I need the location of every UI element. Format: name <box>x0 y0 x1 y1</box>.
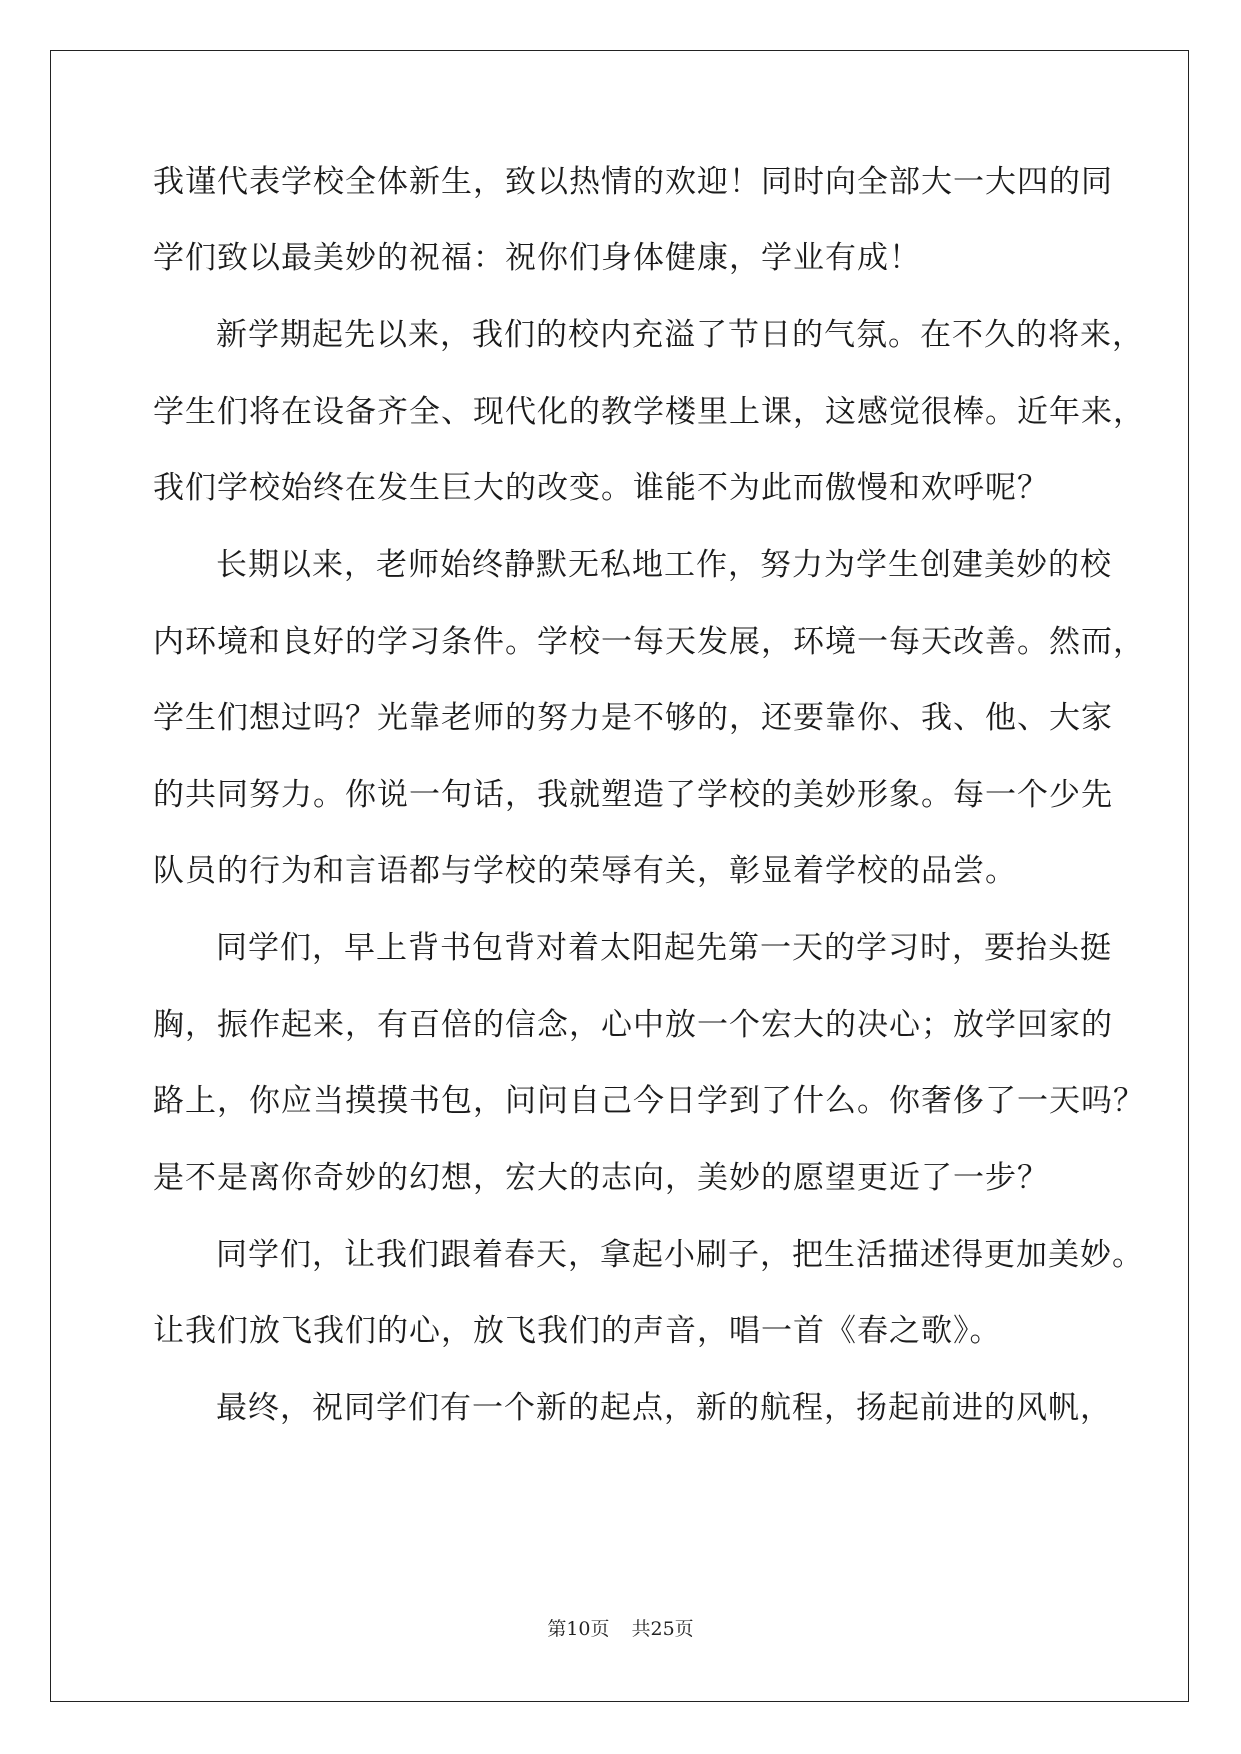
paragraph-first-line: 新学期起先以来，我们的校内充溢了节日的气氛。在不久的将来， <box>216 317 1144 353</box>
paragraph-first-line: 同学们，让我们跟着春天，拿起小刷子，把生活描述得更加美妙。 <box>216 1237 1144 1273</box>
text-line: 学生们将在设备齐全、现代化的教学楼里上课，这感觉很棒。近年来， <box>153 394 1145 430</box>
text-line: 的共同努力。你说一句话，我就塑造了学校的美妙形象。每一个少先 <box>153 777 1113 813</box>
text-line: 是不是离你奇妙的幻想，宏大的志向，美妙的愿望更近了一步？ <box>153 1160 1049 1196</box>
text-line: 队员的行为和言语都与学校的荣辱有关，彰显着学校的品尝。 <box>153 853 1017 889</box>
page-number-current: 第10页 <box>547 1618 610 1640</box>
paragraph-first-line: 长期以来，老师始终静默无私地工作，努力为学生创建美妙的校 <box>216 547 1112 583</box>
text-line: 我谨代表学校全体新生，致以热情的欢迎！同时向全部大一大四的同 <box>153 164 1113 200</box>
text-line: 路上，你应当摸摸书包，问问自己今日学到了什么。你奢侈了一天吗？ <box>153 1083 1145 1119</box>
paragraph-first-line: 同学们，早上背书包背对着太阳起先第一天的学习时，要抬头挺 <box>216 930 1112 966</box>
text-line: 我们学校始终在发生巨大的改变。谁能不为此而傲慢和欢呼呢？ <box>153 470 1049 506</box>
paragraph-first-line: 最终，祝同学们有一个新的起点，新的航程，扬起前进的风帆， <box>216 1390 1112 1426</box>
page-number-total: 共25页 <box>631 1618 694 1640</box>
text-line: 学生们想过吗？光靠老师的努力是不够的，还要靠你、我、他、大家 <box>153 700 1113 736</box>
text-line: 学们致以最美妙的祝福：祝你们身体健康，学业有成！ <box>153 240 921 276</box>
text-line: 让我们放飞我们的心，放飞我们的声音，唱一首《春之歌》。 <box>153 1313 1002 1349</box>
page-footer <box>0 1617 1241 1641</box>
text-line: 内环境和良好的学习条件。学校一每天发展，环境一每天改善。然而， <box>153 624 1145 660</box>
text-line: 胸，振作起来，有百倍的信念，心中放一个宏大的决心；放学回家的 <box>153 1007 1113 1043</box>
